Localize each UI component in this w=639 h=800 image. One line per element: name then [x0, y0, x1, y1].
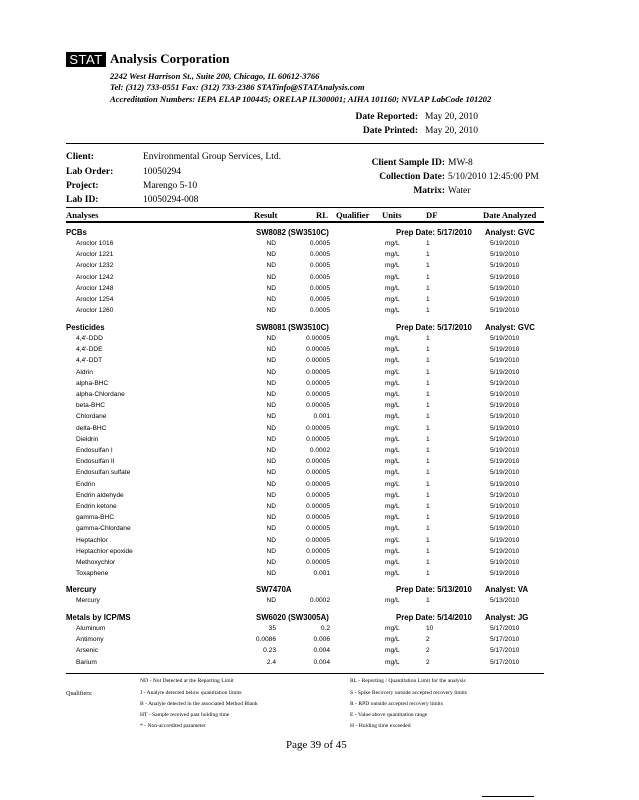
date-analyzed-value: 5/17/2010 — [490, 636, 520, 644]
df-value: 1 — [426, 503, 430, 510]
df-value: 1 — [426, 262, 430, 270]
rl-value: 0.004 — [313, 658, 330, 666]
group-name: PCBs — [66, 228, 87, 237]
units-value: mg/L — [385, 296, 400, 303]
rl-value: 0.006 — [313, 636, 330, 644]
analyte-name: Barium — [76, 658, 97, 666]
date-analyzed-value: 5/19/2010 — [490, 402, 520, 410]
result-value: ND — [266, 273, 276, 281]
date-analyzed-value: 5/19/2010 — [490, 262, 520, 270]
rl-value: 0.004 — [313, 647, 330, 655]
units-value: mg/L — [385, 636, 400, 644]
units-value: mg/L — [385, 335, 400, 342]
date-analyzed-value: 5/19/2010 — [490, 251, 520, 259]
qualifier-j: J - Analyte detected below quantitation limits — [140, 690, 242, 696]
df-value: 1 — [426, 491, 430, 499]
rl-value: 0.0005 — [309, 307, 330, 315]
rl-value: 0.00005 — [306, 480, 330, 488]
result-value: ND — [266, 458, 276, 466]
units-value: mg/L — [385, 625, 400, 632]
analyte-name: Heptachlor epoxide — [76, 547, 133, 555]
units-value: mg/L — [385, 536, 400, 544]
date-analyzed-value: 5/19/2010 — [490, 357, 520, 365]
analyte-name: Aroclor 1242 — [76, 273, 114, 281]
analyte-name: Aroclor 1232 — [76, 262, 114, 270]
date-analyzed-value: 5/13/2010 — [490, 597, 520, 604]
analyte-name: Endrin aldehyde — [76, 491, 124, 499]
divider — [66, 143, 544, 144]
date-analyzed-value: 5/17/2010 — [490, 658, 520, 666]
group-name: Pesticides — [66, 323, 105, 332]
lab-order-label: Lab Order: — [66, 167, 114, 177]
rl-value: 0.00005 — [306, 559, 330, 566]
df-value: 1 — [426, 559, 430, 566]
units-value: mg/L — [385, 597, 400, 604]
units-value: mg/L — [385, 368, 400, 376]
analyte-name: Endosulfan I — [76, 447, 113, 454]
page-number: Page 39 of 45 — [286, 739, 347, 751]
analyte-name: Methoxychlor — [76, 559, 116, 566]
date-analyzed-value: 5/17/2010 — [490, 647, 520, 655]
company-name: Analysis Corporation — [110, 51, 230, 66]
qualifier-nd: ND - Not Detected at the Reporting Limit — [140, 678, 234, 684]
col-date-analyzed: Date Analyzed — [483, 210, 537, 220]
result-value: ND — [266, 447, 276, 454]
analyte-name: Chlordane — [76, 413, 107, 421]
stat-logo: STAT — [66, 52, 106, 67]
date-analyzed-value: 5/19/2010 — [490, 296, 520, 303]
analyte-name: Aroclor 1016 — [76, 240, 114, 247]
matrix-label: Matrix: — [413, 186, 445, 196]
df-value: 1 — [426, 424, 430, 432]
date-analyzed-value: 5/19/2010 — [490, 307, 520, 315]
df-value: 1 — [426, 284, 430, 292]
client-label: Client: — [66, 152, 94, 162]
analyte-name: Dieldrin — [76, 435, 99, 443]
rl-value: 0.001 — [313, 413, 330, 421]
col-analyses: Analyses — [66, 210, 99, 220]
rl-value: 0.2 — [320, 625, 330, 632]
analyte-name: alpha-Chlordane — [76, 391, 125, 398]
df-value: 1 — [426, 435, 430, 443]
rl-value: 0.0002 — [309, 597, 330, 604]
group-method: SW8082 (SW3510C) — [256, 228, 329, 237]
units-value: mg/L — [385, 480, 400, 488]
units-value: mg/L — [385, 251, 400, 259]
analyte-name: Endrin ketone — [76, 503, 117, 510]
accreditation-numbers: Accreditation Numbers: IEPA ELAP 100445; ORELAP IL300001; AIHA 101160; NVLAP LabCode 101202 — [110, 94, 492, 104]
analyte-name: Endrin — [76, 480, 96, 488]
lab-id-value: 10050294-008 — [143, 195, 199, 205]
rl-value: 0.00005 — [306, 491, 330, 499]
date-analyzed-value: 5/19/2010 — [490, 480, 520, 488]
units-value: mg/L — [385, 307, 400, 315]
qualifier-h: H - Holding time exceeded — [350, 723, 411, 729]
date-analyzed-value: 5/19/2010 — [490, 391, 520, 398]
qualifier-r: R - RPD outside accepted recovery limits — [350, 701, 443, 707]
df-value: 1 — [426, 447, 430, 454]
units-value: mg/L — [385, 391, 400, 398]
analyte-name: delta-BHC — [76, 424, 107, 432]
date-analyzed-value: 5/19/2010 — [490, 514, 520, 522]
rl-value: 0.00005 — [306, 469, 330, 477]
group-analyst: Analyst: VA — [485, 585, 529, 594]
date-analyzed-value: 5/19/2010 — [490, 503, 520, 510]
client-sample-id-label: Client Sample ID: — [371, 158, 445, 168]
qualifier-b: B - Analyte detected in the associated Method Blank — [140, 701, 258, 707]
project-value: Marengo 5-10 — [143, 181, 198, 191]
result-value: ND — [266, 296, 276, 303]
rl-value: 0.00005 — [306, 346, 330, 354]
units-value: mg/L — [385, 424, 400, 432]
footer-divider — [66, 673, 544, 674]
matrix-value: Water — [448, 186, 471, 196]
rl-value: 0.00005 — [306, 424, 330, 432]
rl-value: 0.00005 — [306, 536, 330, 544]
result-value: 0.0086 — [255, 636, 276, 644]
df-value: 2 — [426, 658, 430, 666]
company-address: 2242 West Harrison St., Suite 200, Chicago, IL 60612-3766 — [110, 71, 320, 81]
df-value: 1 — [426, 570, 430, 578]
units-value: mg/L — [385, 658, 400, 666]
df-value: 10 — [426, 625, 434, 632]
group-analyst: Analyst: GVC — [485, 323, 535, 332]
result-value: ND — [266, 547, 276, 555]
qualifier-ht: HT - Sample received past holding time — [140, 712, 230, 718]
result-value: ND — [266, 570, 276, 578]
df-value: 1 — [426, 368, 430, 376]
result-value: 35 — [268, 625, 276, 632]
result-value: ND — [266, 435, 276, 443]
result-value: ND — [266, 402, 276, 410]
date-analyzed-value: 5/19/2010 — [490, 240, 520, 247]
group-prep-date: Prep Date: 5/14/2010 — [396, 613, 472, 622]
df-value: 1 — [426, 480, 430, 488]
units-value: mg/L — [385, 413, 400, 421]
date-printed-label: Date Printed: — [362, 126, 418, 136]
rl-value: 0.00005 — [306, 391, 330, 398]
result-value: ND — [266, 368, 276, 376]
date-analyzed-value: 5/19/2010 — [490, 284, 520, 292]
collection-date-label: Collection Date: — [379, 172, 445, 182]
date-reported-value: May 20, 2010 — [425, 112, 479, 122]
rl-value: 0.0002 — [309, 447, 330, 454]
result-value: ND — [266, 424, 276, 432]
date-analyzed-value: 5/19/2010 — [490, 335, 520, 342]
units-value: mg/L — [385, 491, 400, 499]
rl-value: 0.00005 — [306, 335, 330, 342]
units-value: mg/L — [385, 262, 400, 270]
rl-value: 0.0005 — [309, 262, 330, 270]
rl-value: 0.00005 — [306, 357, 330, 365]
analyte-name: Mercury — [76, 597, 100, 604]
df-value: 1 — [426, 391, 430, 398]
group-prep-date: Prep Date: 5/17/2010 — [396, 228, 472, 237]
result-value: ND — [266, 536, 276, 544]
rl-value: 0.00005 — [306, 458, 330, 466]
rl-value: 0.00005 — [306, 368, 330, 376]
rl-value: 0.0005 — [309, 240, 330, 247]
date-analyzed-value: 5/19/2010 — [490, 570, 520, 578]
df-value: 1 — [426, 413, 430, 421]
units-value: mg/L — [385, 273, 400, 281]
collection-date-value: 5/10/2010 12:45:00 PM — [448, 172, 539, 182]
date-analyzed-value: 5/17/2010 — [490, 625, 520, 632]
rl-value: 0.00005 — [306, 547, 330, 555]
qualifier-e: E - Value above quantitation range — [350, 712, 428, 718]
rl-value: 0.0005 — [309, 296, 330, 303]
analyte-name: Arsenic — [76, 647, 98, 655]
units-value: mg/L — [385, 284, 400, 292]
analyte-name: Aroclor 1254 — [76, 296, 114, 303]
df-value: 1 — [426, 335, 430, 342]
date-analyzed-value: 5/19/2010 — [490, 368, 520, 376]
rl-value: 0.00005 — [306, 379, 330, 387]
result-value: ND — [266, 379, 276, 387]
date-analyzed-value: 5/19/2010 — [490, 346, 520, 354]
units-value: mg/L — [385, 647, 400, 655]
date-analyzed-value: 5/19/2010 — [490, 379, 520, 387]
group-name: Mercury — [66, 585, 97, 594]
result-value: ND — [266, 391, 276, 398]
result-value: ND — [266, 335, 276, 342]
lab-order-value: 10050294 — [143, 167, 181, 177]
lab-id-label: Lab ID: — [66, 195, 99, 205]
units-value: mg/L — [385, 514, 400, 522]
date-analyzed-value: 5/19/2010 — [490, 525, 520, 533]
analyte-name: Aroclor 1221 — [76, 251, 114, 259]
analyte-name: Heptachlor — [76, 536, 108, 544]
analyte-name: 4,4'-DDD — [76, 335, 103, 342]
analyte-name: Aluminum — [76, 625, 106, 632]
group-prep-date: Prep Date: 5/13/2010 — [396, 585, 472, 594]
date-analyzed-value: 5/19/2010 — [490, 458, 520, 466]
df-value: 1 — [426, 251, 430, 259]
result-value: ND — [266, 307, 276, 315]
result-value: ND — [266, 413, 276, 421]
header-underline — [66, 221, 544, 223]
result-value: 2.4 — [266, 658, 276, 666]
date-analyzed-value: 5/19/2010 — [490, 424, 520, 432]
units-value: mg/L — [385, 570, 400, 578]
qualifiers-label: Qualifiers: — [66, 690, 93, 697]
df-value: 1 — [426, 273, 430, 281]
date-analyzed-value: 5/19/2010 — [490, 435, 520, 443]
analyte-name: beta-BHC — [76, 402, 105, 410]
result-value: ND — [266, 514, 276, 522]
qualifier-s: S - Spike Recovery outside accepted recovery limits — [350, 690, 467, 696]
result-value: ND — [266, 480, 276, 488]
qualifier-star: * - Non-accredited parameter — [140, 723, 206, 729]
units-value: mg/L — [385, 447, 400, 454]
date-analyzed-value: 5/19/2010 — [490, 491, 520, 499]
result-value: ND — [266, 559, 276, 566]
rl-value: 0.0005 — [309, 251, 330, 259]
analyte-name: 4,4'-DDE — [76, 346, 103, 354]
rl-value: 0.00005 — [306, 525, 330, 533]
result-value: ND — [266, 525, 276, 533]
scan-artifact-line — [482, 796, 534, 797]
col-df: DF — [426, 210, 438, 220]
units-value: mg/L — [385, 458, 400, 466]
analyte-name: gamma-BHC — [76, 514, 115, 522]
df-value: 1 — [426, 597, 430, 604]
result-value: ND — [266, 469, 276, 477]
df-value: 2 — [426, 647, 430, 655]
date-analyzed-value: 5/19/2010 — [490, 413, 520, 421]
result-value: ND — [266, 346, 276, 354]
rl-value: 0.0005 — [309, 273, 330, 281]
rl-value: 0.00005 — [306, 503, 330, 510]
rl-value: 0.001 — [313, 570, 330, 578]
df-value: 1 — [426, 357, 430, 365]
df-value: 1 — [426, 296, 430, 303]
date-reported-label: Date Reported: — [355, 112, 418, 122]
qualifier-rl: RL - Reporting / Quantitation Limit for the analysis — [350, 678, 466, 684]
units-value: mg/L — [385, 346, 400, 354]
result-value: ND — [266, 357, 276, 365]
analyte-name: Endosulfan II — [76, 458, 115, 466]
group-analyst: Analyst: JG — [485, 613, 529, 622]
analyte-name: Endosulfan sulfate — [76, 469, 131, 477]
df-value: 1 — [426, 307, 430, 315]
analyte-name: Aroclor 1260 — [76, 307, 114, 315]
result-value: ND — [266, 251, 276, 259]
result-value: ND — [266, 284, 276, 292]
date-analyzed-value: 5/19/2010 — [490, 559, 520, 566]
units-value: mg/L — [385, 469, 400, 477]
df-value: 1 — [426, 458, 430, 466]
group-analyst: Analyst: GVC — [485, 228, 535, 237]
project-label: Project: — [66, 181, 99, 191]
date-analyzed-value: 5/19/2010 — [490, 273, 520, 281]
analyte-name: Aroclor 1248 — [76, 284, 114, 292]
analyte-name: Toxaphene — [76, 570, 109, 578]
company-contact: Tel: (312) 733-0551 Fax: (312) 733-2386 STATinfo@STATAnalysis.com — [110, 82, 365, 92]
group-name: Metals by ICP/MS — [66, 613, 131, 622]
result-value: ND — [266, 262, 276, 270]
df-value: 1 — [426, 469, 430, 477]
analyte-name: gamma-Chlordane — [76, 525, 131, 533]
analyte-name: alpha-BHC — [76, 379, 109, 387]
rl-value: 0.00005 — [306, 514, 330, 522]
df-value: 1 — [426, 525, 430, 533]
client-value: Environmental Group Services, Ltd. — [143, 152, 281, 162]
col-rl: RL — [316, 210, 328, 220]
result-value: ND — [266, 503, 276, 510]
df-value: 1 — [426, 346, 430, 354]
result-value: 0.23 — [263, 647, 276, 655]
group-method: SW8081 (SW3510C) — [256, 323, 329, 332]
df-value: 2 — [426, 636, 430, 644]
client-sample-id-value: MW-8 — [448, 158, 473, 168]
rl-value: 0.00005 — [306, 402, 330, 410]
result-value: ND — [266, 240, 276, 247]
df-value: 1 — [426, 379, 430, 387]
col-result: Result — [254, 210, 278, 220]
analyte-name: Antimony — [76, 636, 104, 644]
units-value: mg/L — [385, 525, 400, 533]
divider — [66, 207, 544, 208]
units-value: mg/L — [385, 402, 400, 410]
units-value: mg/L — [385, 503, 400, 510]
group-prep-date: Prep Date: 5/17/2010 — [396, 323, 472, 332]
df-value: 1 — [426, 240, 430, 247]
col-qualifier: Qualifier — [336, 210, 370, 220]
units-value: mg/L — [385, 240, 400, 247]
date-printed-value: May 20, 2010 — [425, 126, 479, 136]
units-value: mg/L — [385, 379, 400, 387]
df-value: 1 — [426, 402, 430, 410]
col-units: Units — [382, 210, 402, 220]
df-value: 1 — [426, 514, 430, 522]
date-analyzed-value: 5/19/2010 — [490, 547, 520, 555]
units-value: mg/L — [385, 547, 400, 555]
units-value: mg/L — [385, 559, 400, 566]
date-analyzed-value: 5/19/2010 — [490, 536, 520, 544]
analyte-name: 4,4'-DDT — [76, 357, 103, 365]
result-value: ND — [266, 597, 276, 604]
rl-value: 0.00005 — [306, 435, 330, 443]
date-analyzed-value: 5/19/2010 — [490, 469, 520, 477]
group-method: SW7470A — [256, 585, 292, 594]
units-value: mg/L — [385, 435, 400, 443]
df-value: 1 — [426, 547, 430, 555]
group-method: SW6020 (SW3005A) — [256, 613, 329, 622]
units-value: mg/L — [385, 357, 400, 365]
result-value: ND — [266, 491, 276, 499]
rl-value: 0.0005 — [309, 284, 330, 292]
date-analyzed-value: 5/19/2010 — [490, 447, 520, 454]
analyte-name: Aldrin — [76, 368, 93, 376]
df-value: 1 — [426, 536, 430, 544]
